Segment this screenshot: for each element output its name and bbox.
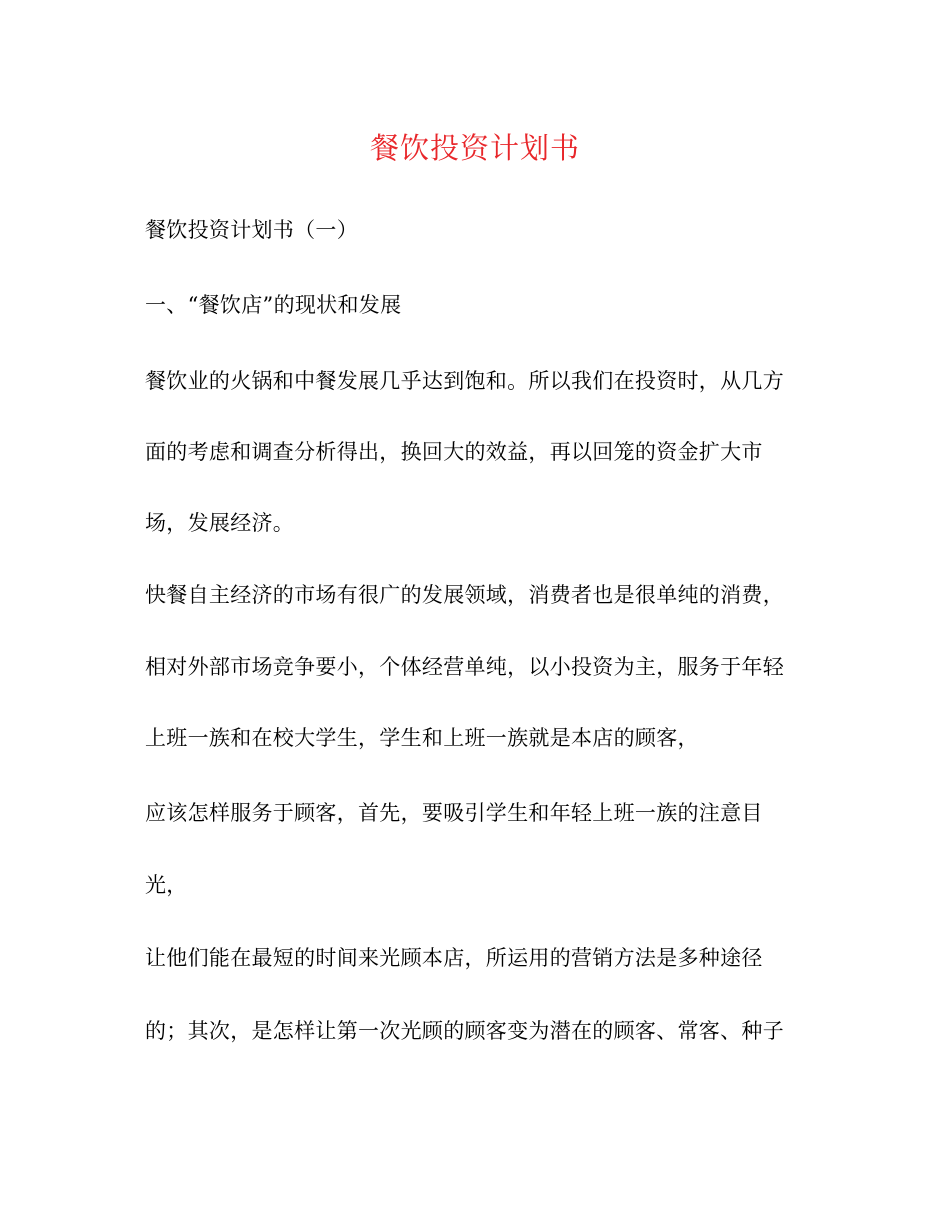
body-line: 应该怎样服务于顾客，首先，要吸引学生和年轻上班一族的注意目 bbox=[145, 801, 763, 825]
document-title: 餐饮投资计划书 bbox=[369, 131, 580, 165]
body-line: 的；其次，是怎样让第一次光顾的顾客变为潜在的顾客、常客、种子 bbox=[145, 1019, 784, 1043]
body-line: 场，发展经济。 bbox=[145, 511, 295, 535]
subsection-heading: 一、“餐饮店”的现状和发展 bbox=[145, 293, 402, 317]
body-line: 快餐自主经济的市场有很广的发展领域，消费者也是很单纯的消费， bbox=[145, 583, 784, 607]
body-line: 光， bbox=[145, 873, 188, 897]
body-line: 面的考虑和调查分析得出，换回大的效益，再以回笼的资金扩大市 bbox=[145, 440, 763, 464]
body-line: 餐饮业的火锅和中餐发展几乎达到饱和。所以我们在投资时，从几方 bbox=[145, 369, 784, 393]
body-line: 相对外部市场竞争要小，个体经营单纯，以小投资为主，服务于年轻 bbox=[145, 655, 784, 679]
section-heading: 餐饮投资计划书（一） bbox=[145, 218, 358, 242]
body-line: 上班一族和在校大学生，学生和上班一族就是本店的顾客， bbox=[145, 726, 699, 750]
body-line: 让他们能在最短的时间来光顾本店，所运用的营销方法是多种途径 bbox=[145, 946, 763, 970]
